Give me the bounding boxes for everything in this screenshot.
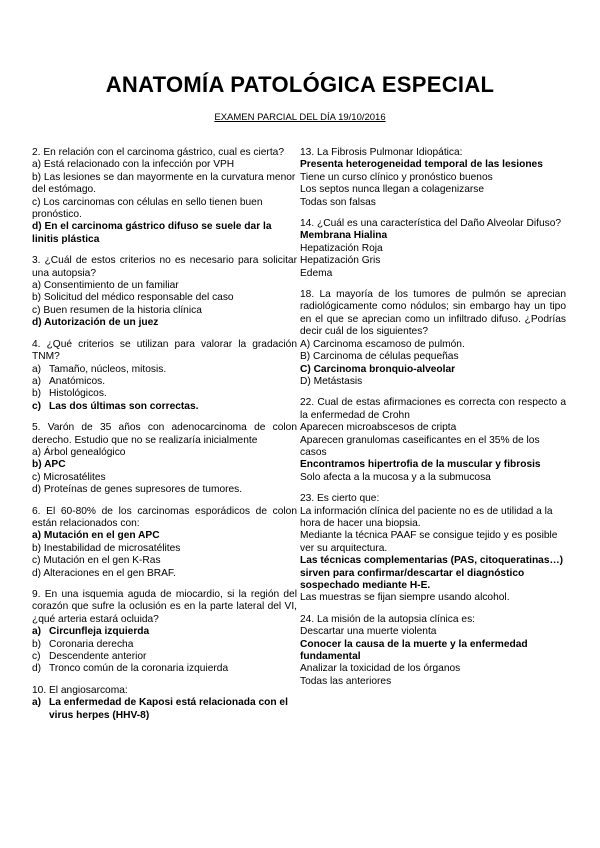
answer-option: Edema	[300, 267, 333, 279]
answer-option	[32, 364, 297, 376]
question-block	[32, 685, 297, 722]
page-title: ANATOMÍA PATOLÓGICA ESPECIAL	[105, 72, 495, 97]
question-block	[300, 218, 566, 280]
answer-option: c) Microsatélites	[32, 471, 106, 483]
question-stem: 4. ¿Qué criterios se utilizan para valorar la gradación TNM?	[32, 338, 297, 363]
option-text: Circunfleja izquierda	[49, 626, 150, 638]
answer-option	[32, 651, 297, 663]
answer-option: b) Las lesiones se dan mayormente en la curvatura menor del estómago.	[32, 171, 296, 196]
answer-option: Todas las anteriores	[300, 675, 392, 687]
correct-answer-option: Las técnicas complementarias (PAS, citoqueratinas…) sirven para confirmar/descartar el diagnóstico sospechado mediante H-E.	[300, 555, 564, 591]
answer-option	[32, 663, 297, 675]
answer-option: Aparecen granulomas caseificantes en el 35% de los casos	[300, 434, 540, 458]
question-stem: 13. La Fibrosis Pulmonar Idiopática:	[300, 147, 463, 158]
answer-option: Descartar una muerte violenta	[300, 626, 437, 638]
right-column	[300, 147, 566, 697]
question-block	[32, 422, 297, 496]
answer-option: d) Alteraciones en el gen BRAF.	[32, 567, 176, 579]
option-letter: c)	[32, 400, 42, 412]
answer-option: A) Carcinoma escamoso de pulmón.	[300, 338, 465, 350]
answer-option: a) Está relacionado con la infección por VPH	[32, 159, 235, 171]
correct-answer-option	[32, 697, 297, 722]
question-stem: 10. El angiosarcoma:	[32, 684, 128, 696]
answer-option: Hepatización Roja	[300, 242, 383, 254]
option-letter: a)	[32, 697, 42, 709]
answer-option: Mediante la técnica PAAF se consigue tejido y es posible ver su arquitectura.	[300, 530, 558, 554]
question-block	[32, 255, 297, 329]
question-stem: 6. El 60-80% de los carcinomas esporádicos de colon están relacionados con:	[32, 505, 297, 529]
question-stem: 5. Varón de 35 años con adenocarcinoma de colon derecho. Estudio que no se realizaría inicialmente	[32, 422, 297, 446]
option-text: Coronaria derecha	[49, 638, 134, 650]
question-block	[300, 147, 566, 209]
option-letter: b)	[32, 638, 42, 650]
question-stem: 18. La mayoría de los tumores de pulmón se aprecian radiológicamente como nódulos; sin embargo hay un tipo en el que se aprecian como un infiltrado difuso. ¿Podrías decir cuál de los siguientes?	[300, 289, 566, 338]
answer-option	[32, 376, 297, 388]
answer-option	[32, 639, 297, 651]
answer-option: Todas son falsas	[300, 196, 376, 208]
option-letter: a)	[32, 375, 42, 387]
question-stem: 2. En relación con el carcinoma gástrico, cual es cierta?	[32, 147, 284, 158]
correct-answer-option: d) Autorización de un juez	[32, 317, 159, 329]
question-block	[32, 339, 297, 413]
answer-option: Solo afecta a la mucosa y a la submucosa	[300, 471, 491, 483]
correct-answer-option	[32, 626, 297, 638]
option-text: La enfermedad de Kaposi está relacionada con el virus herpes (HHV-8)	[49, 697, 288, 721]
option-letter: c)	[32, 651, 41, 663]
correct-answer-option	[32, 401, 297, 413]
question-block	[32, 506, 297, 580]
answer-option: Analizar la toxicidad de los órganos	[300, 663, 461, 675]
answer-option: b) Solicitud del médico responsable del caso	[32, 292, 234, 304]
option-letter: d)	[32, 663, 42, 675]
left-column	[32, 147, 297, 731]
correct-answer-option: b) APC	[32, 459, 66, 471]
option-text: Descendente anterior	[49, 651, 147, 663]
question-block	[300, 614, 566, 688]
answer-option: a) Consentimiento de un familiar	[32, 280, 179, 292]
option-text: Tronco común de la coronaria izquierda	[49, 663, 229, 675]
option-text: Las dos últimas son correctas.	[49, 400, 199, 412]
correct-answer-option: a) Mutación en el gen APC	[32, 530, 160, 542]
answer-option: B) Carcinoma de células pequeñas	[300, 351, 459, 363]
correct-answer-option: Encontramos hipertrofia de la muscular y fibrosis	[300, 459, 541, 471]
answer-option: La información clínica del paciente no es de utilidad a la hora de hacer una biopsia.	[300, 505, 553, 529]
question-block	[32, 147, 297, 246]
answer-option: Los septos nunca llegan a colagenizarse	[300, 184, 485, 196]
answer-option	[32, 388, 297, 400]
option-text: Anatómicos.	[49, 375, 106, 387]
option-text: Tamaño, núcleos, mitosis.	[49, 363, 167, 375]
correct-answer-option: d) En el carcinoma gástrico difuso se suele dar la linitis plástica	[32, 221, 272, 245]
question-block	[300, 493, 566, 605]
question-stem: 14. ¿Cuál es una característica del Daño Alveolar Difuso?	[300, 218, 562, 230]
option-letter: a)	[32, 626, 42, 638]
option-text: Histológicos.	[49, 388, 107, 400]
option-letter: b)	[32, 388, 42, 400]
correct-answer-option: Conocer la causa de la muerte y la enfermedad fundamental	[300, 638, 528, 663]
answer-option: d) Proteínas de genes supresores de tumores.	[32, 484, 243, 496]
correct-answer-option: Membrana Hialina	[300, 230, 388, 242]
answer-option: Tiene un curso clínico y pronóstico buenos	[300, 171, 493, 183]
option-letter: a)	[32, 363, 42, 375]
answer-option: c) Los carcinomas con células en sello tienen buen pronóstico.	[32, 196, 263, 221]
answer-option: Aparecen microabscesos de cripta	[300, 422, 457, 434]
question-block	[32, 589, 297, 676]
correct-answer-option: Presenta heterogeneidad temporal de las lesiones	[300, 159, 543, 171]
correct-answer-option: C) Carcinoma bronquio-alveolar	[300, 363, 456, 375]
question-block	[300, 289, 566, 388]
answer-option: D) Metástasis	[300, 375, 363, 387]
answer-option: Hepatización Gris	[300, 255, 381, 267]
answer-option: Las muestras se fijan siempre usando alcohol.	[300, 592, 510, 604]
question-stem: 9. En una isquemia aguda de miocardio, si la región del corazón que sufre la oclusión es en la parte lateral del VI, ¿qué arteria estará ocluida?	[32, 589, 297, 625]
question-stem: 24. La misión de la autopsia clínica es:	[300, 613, 475, 625]
answer-option: b) Inestabilidad de microsatélites	[32, 542, 181, 554]
question-stem: 23. Es cierto que:	[300, 493, 380, 505]
answer-option: c) Mutación en el gen K-Ras	[32, 555, 161, 567]
answer-option: c) Buen resumen de la historia clínica	[32, 304, 202, 316]
exam-subtitle: EXAMEN PARCIAL DEL DÍA 19/10/2016	[214, 112, 386, 123]
question-stem: 22. Cual de estas afirmaciones es correcta con respecto a la enfermedad de Crohn	[300, 397, 566, 421]
answer-option: a) Árbol genealógico	[32, 446, 126, 458]
question-block	[300, 397, 566, 484]
question-stem: 3. ¿Cuál de estos criterios no es necesario para solicitar una autopsia?	[32, 255, 297, 279]
